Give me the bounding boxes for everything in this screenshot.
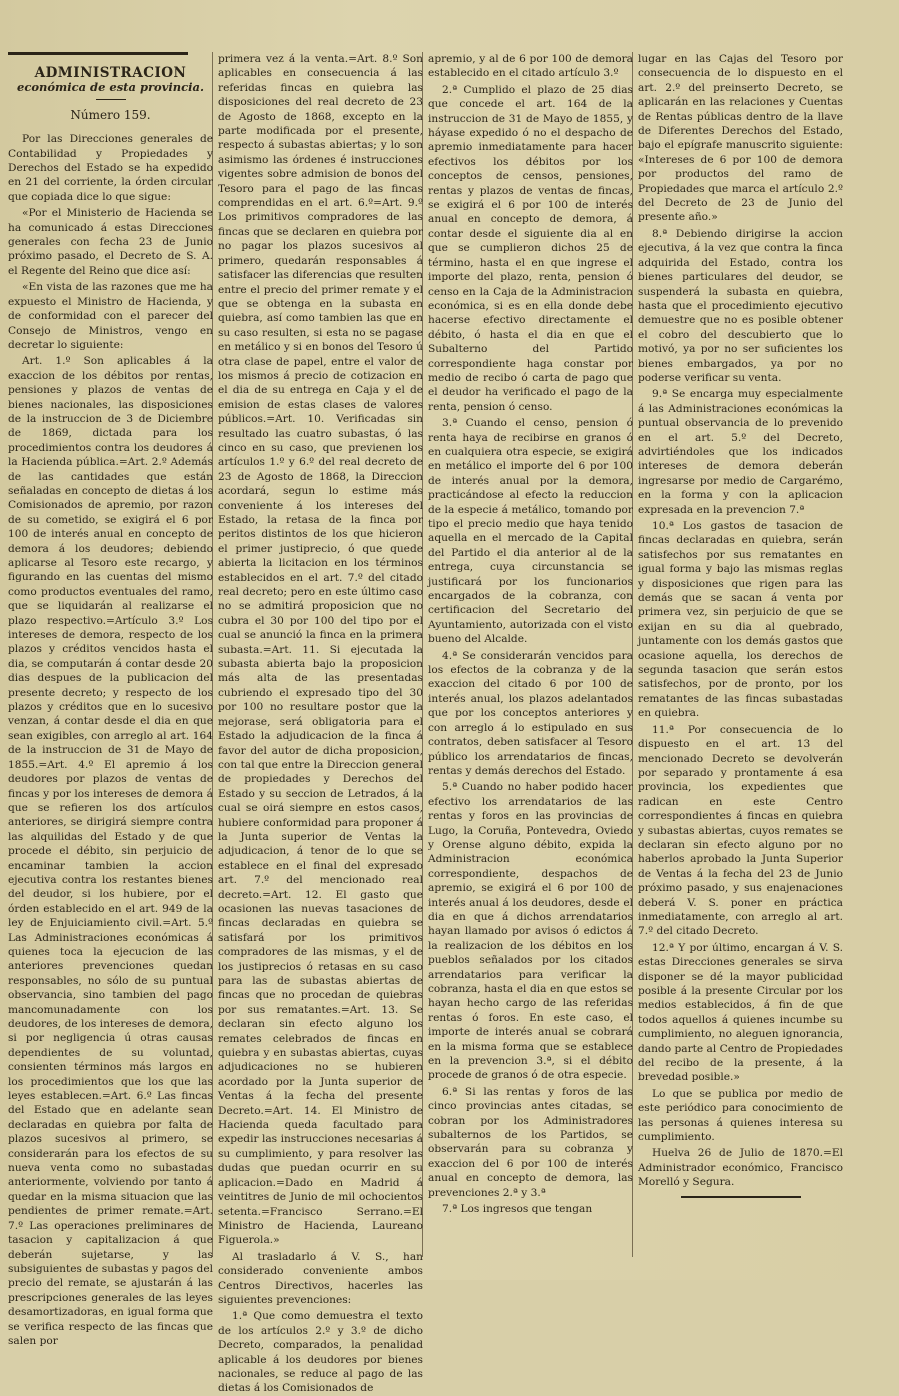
paragraph: 9.ª Se encarga muy especialmente á las Administraciones económicas la puntual observancia de lo prevenido en el art. 5.º del Decreto, advirtiéndoles que los indicados intereses de demora deberán ingresarse por medio de Cargarémo, en la forma y con la aplicacion expresada en la prevencion 7.ª [638,388,843,516]
paragraph: 12.ª Y por último, encargan á V. S. estas Direcciones generales se sirva disponer se dé la mayor publicidad posible á la presente Circular por los medios establecidos, á fin de que todos aquellos á quienes incumbe su cumplimiento, no aleguen ignorancia, dando parte al Centro de Propiedades del recibo de la presente, á la brevedad posible.» [638,941,843,1084]
paragraph: 1.ª Que como demuestra el texto de los artículos 2.º y 3.º de dicho Decreto, comparados, la penalidad aplicable á los deudores por bienes nacionales, se reduce al pago de las dietas á los Comisionados de [218,1310,423,1395]
paragraph: 8.ª Debiendo dirigirse la accion ejecutiva, á la vez que contra la finca adquirida del Estado, contra los bienes particulares del deudor, se suspenderá la subasta en quiebra, hasta que el procedimiento ejecutivo demuestre que no es posible obtener el cobro del descubierto que lo motivó, ya por no ser suficientes los bienes embargados, ya por no poderse verificar su venta. [638,227,843,384]
section-header [8,66,213,95]
paragraph: «En vista de las razones que me ha expuesto el Ministro de Hacienda, y de conformidad con el parecer del Consejo de Ministros, vengo en decretar lo siguiente: [8,281,213,351]
paragraph: Lo que se publica por medio de este periódico para conocimiento de las personas á quienes interesa su cumplimiento. [638,1087,843,1144]
paragraph: 2.ª Cumplido el plazo de 25 dias que concede el art. 164 de la instruccion de 31 de Mayo de 1855, y háyase expedido ó no el despacho de apremio inmediatamente para hacer efectivos los débitos por los conceptos de censos, pensiones, rentas y plazos de ventas de fincas, se exigirá el 6 por 100 de interés anual en concepto de demora, á contar desde el siguiente dia al en que se cumplieron dichos 25 de término, hasta el en que ingrese el importe del plazo, renta, pension ó censo en la Caja de la Administracion económica, si es en ella donde debe hacerse efectivo directamente el débito, ó hasta el dia en que el Subalterno del Partido correspondiente haga constar por medio de recibo ó carta de pago que el deudor ha verificado el pago de la renta, pension ó censo. [428,83,633,413]
paragraph: 3.ª Cuando el censo, pension ó renta haya de recibirse en granos ó en cualquiera otra especie, se exigirá en metálico el importe del 6 por 100 de interés anual por la demora, practicándose al efecto la reduccion de la especie á metálico, tomando por tipo el precio medio que haya tenido aquella en el mercado de la Capital del Partido el dia anterior al de la entrega, cuya circunstancia se justificará por los funcionarios encargados de la cobranza, con certificacion del Secretario del Ayuntamiento, autorizada con el visto bueno del Alcalde. [428,417,633,646]
end-rule [681,1196,801,1198]
paragraph: Art. 1.º Son aplicables á la exaccion de los débitos por rentas, pensiones y plazos de ventas de bienes nacionales, las disposiciones de la instruccion de 3 de Diciembre de 1869, dictada para los procedimientos contra los deudores á la Hacienda pública.=Art. 2.º Además de las cantidades que están señaladas en concepto de dietas á los Comisionados de apremio, por razon de su cometido, se exigirá el 6 por 100 de interés anual en concepto de demora á los deudores; debiendo aplicarse al Tesoro este recargo, y figurando en las cuentas del mismo como productos eventuales del ramo, que se liquidarán al realizarse el plazo respectivo.=Artículo 3.º Los intereses de demora, respecto de los plazos y créditos vencidos hasta el dia, se computarán á contar desde 20 dias despues de la publicacion del presente decreto; y respecto de los plazos y créditos que en lo sucesivo venzan, á contar desde el dia en que sean exigibles, con arreglo al art. 164 de la instruccion de 31 de Mayo de 1855.=Art. 4.º El apremio á los deudores por plazos de ventas de fincas y por los intereses de demora á que se refieren los dos artículos anteriores, se dirigirá siempre contra las alquilidas del Estado y de que procede el débito, sin perjuicio de encaminar tambien la accion ejecutiva contra los restantes bienes del deudor, si los hubiere, por el órden establecido en el art. 949 de la ley de Enjuiciamiento civil.=Art. 5.º Las Administraciones económicas á quienes toca la ejecucion de las anteriores prevenciones quedan responsables, no sólo de su puntual observancia, sino tambien del pago mancomunadamente con los deudores, de los intereses de demora, si por negligencia ú otras causas dependientes de su voluntad, consienten términos más largos en los procedimientos que los que las leyes establecen.=Art. 6.º Las fincas del Estado que en adelante sean declaradas en quiebra por falta de plazos sucesivos al primero, se considerarán para los efectos de su nueva venta como no subastadas anteriormente, volviendo por tanto á quedar en la misma situacion que las pendientes de primer remate.=Art. 7.º Las operaciones preliminares de tasacion y capitalizacion á que deberán sujetarse, y las subsiguientes de subastas y pagos del precio del remate, se ajustarán á las prescripciones generales de las leyes desamortizadoras, en igual forma que se verifica respecto de las fincas que salen por [8,355,213,1347]
paragraph: lugar en las Cajas del Tesoro por consecuencia de lo dispuesto en el art. 2.º del preinserto Decreto, se aplicarán en las relaciones y Cuentas de Rentas públicas dentro de la llave de Diferentes Derechos del Estado, bajo el epígrafe manuscrito siguiente: «Intereses de 6 por 100 de demora por productos del ramo de Propiedades que marca el artículo 2.º del Decreto de 23 de Junio del presente año.» [638,53,843,224]
signature-paragraph: Huelva 26 de Julio de 1870.=El Administrador económico, Francisco Morelló y Segura. [638,1147,843,1189]
column-2 [218,52,423,1395]
paragraph: 4.ª Se considerarán vencidos para los efectos de la cobranza y de la exaccion del citado 6 por 100 de interés anual, los plazos adelantados que por los conceptos anteriores y con arreglo á lo estipulado en sus contratos, deben satisfacer al Tesoro público los arrendatarios de fincas, rentas y demás derechos del Estado. [428,649,633,777]
paragraph: 10.ª Los gastos de tasacion de fincas declaradas en quiebra, serán satisfechos por sus rematantes en igual forma y bajo las mismas reglas y disposiciones que rigen para las demás que se sacan á venta por primera vez, sin perjuicio de que se exijan en su dia al quebrado, juntamente con los demás gastos que ocasione aquella, los derechos de segunda tasacion que serán estos satisfechos, por de pronto, por los rematantes de las fincas subastadas en quiebra. [638,520,843,720]
paragraph: Al trasladarlo á V. S., han considerado conveniente ambos Centros Directivos, hacerles las siguientes prevenciones: [218,1250,423,1306]
paragraph: apremio, y al de 6 por 100 de demora establecido en el citado artículo 3.º [428,53,633,80]
issue-number: Número 159. [70,107,151,122]
column-3 [428,52,633,1252]
column-1 [8,52,213,1347]
section-title: ADMINISTRACION [34,65,187,81]
paragraph: primera vez á la venta.=Art. 8.º Son aplicables en consecuencia á las referidas fincas en quiebra las disposiciones del real decreto de 23 de Agosto de 1868, excepto en la parte modificada por el presente, respecto á subastas abiertas; y lo son asimismo las órdenes é instrucciones vigentes sobre admision de bonos del Tesoro para el pago de las fincas comprendidas en el art. 6.º=Art. 9.º Los primitivos compradores de las fincas que se declaren en quiebra por no pagar los plazos sucesivos al primero, quedarán responsables á satisfacer las diferencias que resulten entre el precio del primer remate y el que se obtenga en la subasta en quiebra, así como tambien las que en su caso resulten, si esta no se pagase en metálico y si en bonos del Tesoro ú otra clase de papel, entre el valor de los mismos á precio de cotizacion en el dia de su entrega en Caja y el de emision de estas clases de valores públicos.=Art. 10. Verificadas sin resultado las cuatro subastas, ó las cinco en su caso, que previenen los artículos 1.º y 6.º del real decreto de 23 de Agosto de 1868, la Direccion acordará, segun lo estime más conveniente á los intereses del Estado, la retasa de la finca por peritos distintos de los que hicieron el primer justiprecio, ó que quede abierta la licitacion en los términos establecidos en el art. 7.º del citado real decreto; pero en este último caso no se admitirá proposicion que no cubra el 30 por 100 del tipo por el cual se anunció la finca en la primera subasta.=Art. 11. Si ejecutada la subasta abierta bajo la proposicion más alta de las presentadas cubriendo el expresado tipo del 30 por 100 no resultare postor que la mejorase, será obligatoria para el Estado la adjudicacion de la finca á favor del autor de dicha proposicion, con tal que entre la Direccion general de propiedades y Derechos del Estado y su seccion de Letrados, á la cual se oirá siempre en estos casos, hubiere conformidad para proponer á la Junta superior de Ventas la adjudicacion, á tenor de lo que se establece en el final del expresado art. 7.º del mencionado real decreto.=Art. 12. El gasto que ocasionen las nuevas tasaciones de fincas declaradas en quiebra se satisfará por los primitivos compradores de las mismas, y el de los justiprecios ó retasas en su caso para las de subastas abiertas de fincas que no procedan de quiebras por sus rematantes.=Art. 13. Se declaran sin efecto alguno los remates celebrados de fincas en quiebra y en subastas abiertas, cuyas adjudicaciones no se hubieren acordado por la Junta superior de Ventas á la fecha del presente Decreto.=Art. 14. El Ministro de Hacienda queda facultado para expedir las instrucciones necesarias á su cumplimiento, y para resolver las dudas que puedan ocurrir en su aplicacion.=Dado en Madrid á veintitres de Junio de mil ochocientos setenta.=Francisco Serrano.=El Ministro de Hacienda, Laureano Figuerola.» [218,53,423,1247]
paragraph: «Por el Ministerio de Hacienda se ha comunicado á estas Direcciones generales con fecha 23 de Junio próximo pasado, el Decreto de S. A. el Regente del Reino que dice así: [8,207,213,277]
paragraph: Por las Direcciones generales de Contabilidad y Propiedades y Derechos del Estado se ha expedido en 21 del corriente, la órden circular que copiada dice lo que sigue: [8,133,213,203]
paragraph: 6.ª Si las rentas y foros de las cinco provincias antes citadas, se cobran por los Administradores subalternos de los Partidos, se observarán para su cobranza y exaccion del 6 por 100 de interés anual en concepto de demora, las prevenciones 2.ª y 3.ª [428,1085,633,1199]
section-subtitle: económica de esta provincia. [17,80,204,95]
paragraph: 7.ª Los ingresos que tengan [442,1203,593,1216]
paragraph: 5.ª Cuando no haber podido hacer efectivo los arrendatarios de las rentas y foros en las provincias de Lugo, la Coruña, Pontevedra, Oviedo y Orense alguno débito, expida la Administracion económica correspondiente, despachos de apremio, se exigirá el 6 por 100 de interés anual á los deudores, desde el dia en que á dichos arrendatarios hayan llamado por avisos ó edictos á la realizacion de los débitos en los pueblos señalados por los citados arrendatarios para verificar la cobranza, hasta el dia en que estos se hayan hecho cargo de las referidas rentas ó foros. En este caso, el importe de interés anual se cobrará en la misma forma que se establece en la prevencion 3.ª, si el débito procede de granos ó de otra especie. [428,781,633,1082]
column-4 [638,52,843,1252]
header-separator [96,99,126,100]
paragraph: 11.ª Por consecuencia de lo dispuesto en el art. 13 del mencionado Decreto se devolverán por separado y prontamente á esa provincia, los expedientes que radican en este Centro correspondientes á fincas en quiebra y subastas abiertas, cuyos remates se declaran sin efecto alguno por no haberlos aprobado la Junta Superior de Ventas á la fecha del 23 de Junio próximo pasado, y sus enajenaciones deberá V. S. poner en práctica inmediatamente, con arreglo al art. 7.º del citado Decreto. [638,723,843,938]
